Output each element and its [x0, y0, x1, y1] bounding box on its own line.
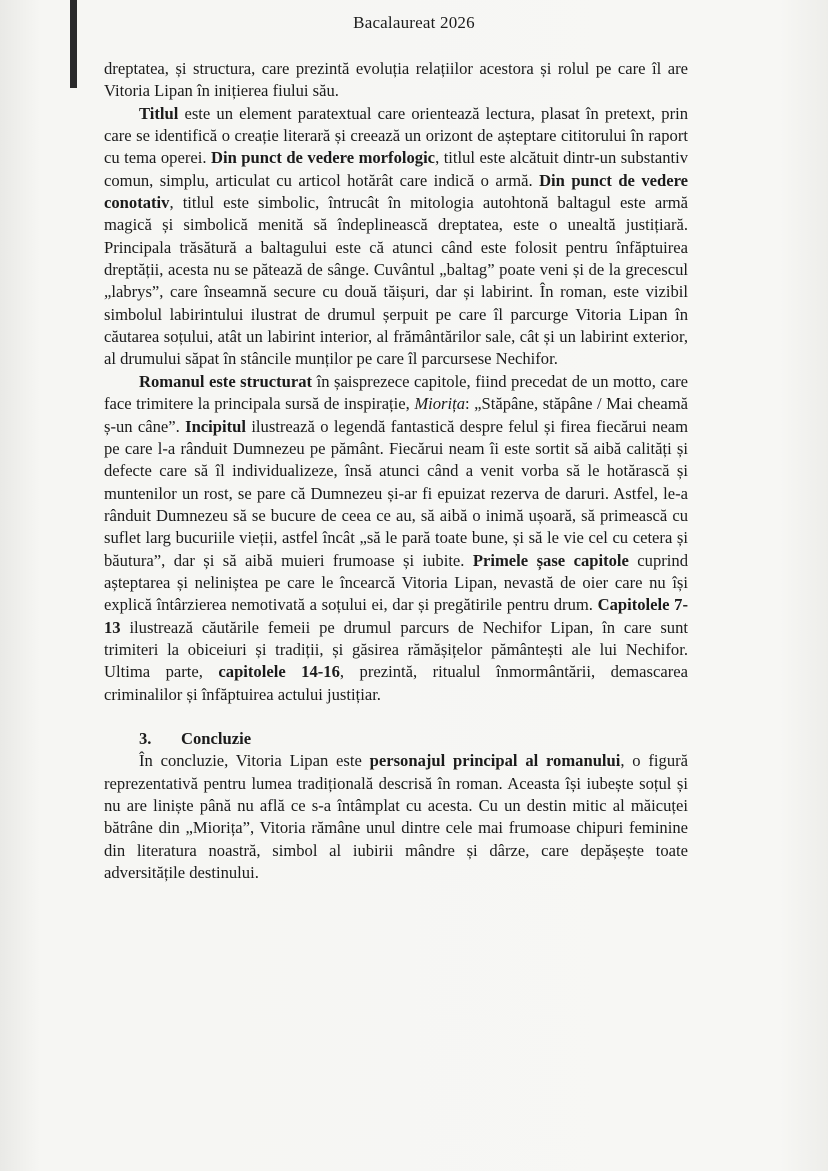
text-run: În concluzie, Vitoria Lipan este [139, 751, 370, 771]
text-run: cuprind așteptarea și neliniștea pe care le încearcă Vitoria Lipan, nevastă de oier care nu își explică întârzierea nemotivată a soțului ei, dar și pregătirile pentru drum. [104, 550, 688, 615]
paragraph-intro-continuation [104, 58, 688, 103]
text-run: , titlul este simbolic, întrucât în mitologia autohtonă baltagul este armă magică și simbolică menită să îndeplinească dreptatea, este o unealtă justițiară. Principala trăsătură a baltagului este că atunci când este folosit pentru înfăptuirea dreptății, acesta nu se pătează de sânge. Cuvântul „baltag” poate veni și de la grecescul „labrys”, care înseamnă secure cu două tăișuri, dar și labirint. În roman, este vizibil simbolul labirintului ilustrat de drumul șerpuit pe care îl parcurge Vitoria Lipan în căutarea soțului, atât un labirint interior, al frământărilor sale, cât și un labirint exterior, al drumului săpat în stâncile munților pe care îl parcursese Nechifor. [104, 193, 688, 369]
section-title: Concluzie [181, 728, 252, 748]
paragraph-title-analysis [104, 103, 688, 371]
bold-text-run: Capitolele 7-13 [104, 595, 688, 637]
text-run: : „Stăpâne, stăpâne / Mai cheamă ș-un câne”. [104, 394, 688, 436]
bold-text-run: Romanul este structurat [139, 371, 313, 391]
bold-text-run: capitolele 14-16 [218, 662, 340, 682]
section-heading [104, 728, 688, 750]
document-body [104, 58, 688, 884]
bold-text-run: Incipitul [185, 416, 246, 436]
text-run: ilustrează o legendă fantastică despre felul și firea fiecărui neam pe care l-a rânduit Dumnezeu pe pământ. Fiecărui neam îi este sortit să aibă calități și defecte care să îl individualizeze, însă atunci când a venit vorba să le hotărască și muntenilor un rost, se pare că Dumnezeu și-ar fi epuizat rezerva de daruri. Astfel, le-a rânduit Dumnezeu să se bucure de ceea ce au, să aibă o inimă ușoară, să primească cu suflet larg bucuriile vieții, astfel încât „să le pară toate bune, și să le vie cel cu cetera și băutura”, dar și să aibă muieri frumoase și iubite. [104, 416, 689, 570]
bold-text-run: Din punct de vedere conotativ [104, 170, 689, 213]
bold-text-run: personajul principal al romanului [369, 751, 621, 771]
page-header: Bacalaureat 2026 [353, 13, 475, 32]
paragraph-conclusion [104, 750, 688, 884]
text-run: , titlul este alcătuit dintr-un substantiv comun, simplu, articulat cu articol hotărât care indică o armă. [104, 148, 689, 190]
text-run: dreptatea, și structura, care prezintă evoluția relațiilor acestora și rolul pe care îl are Vitoria Lipan în inițierea fiului său. [104, 59, 688, 101]
text-run: ilustrează căutările femeii pe drumul parcurs de Nechifor Lipan, în care sunt trimiteri la obiceiuri și tradiții, și găsirea rămășițelor pământești ale lui Nechifor. Ultima parte, [104, 617, 688, 682]
paragraph-structure [104, 371, 688, 706]
italic-text-run: Miorița [414, 394, 466, 414]
bold-text-run: Din punct de vedere morfologic [210, 148, 436, 168]
section-number: 3. [139, 728, 152, 748]
bold-text-run: Titlul [139, 103, 179, 123]
text-run: în șaisprezece capitole, fiind precedat de un motto, care face trimitere la principala sursă de inspirație, [104, 371, 688, 414]
text-run: , prezintă, ritualul înmormântării, demascarea criminalilor și înfăptuirea actului justițiar. [104, 662, 688, 704]
bold-text-run: Primele șase capitole [472, 550, 629, 570]
text-run: , o figură reprezentativă pentru lumea tradițională descrisă în roman. Aceasta își iubește soțul și nu are liniște până nu află ce s-a întâmplat cu acesta. Cu un destin mitic al măicuței bătrâne din „Miorița”, Vitoria rămâne unul dintre cele mai frumoase chipuri feminine din literatura noastră, simbol al iubirii mândre și dârze, care depășește toate adversitățile destinului. [104, 751, 689, 883]
text-run: este un element paratextual care orientează lectura, plasat în pretext, prin care se identifică o creație literară și creează un orizont de așteptare cititorului în raport cu tema operei. [104, 103, 688, 168]
